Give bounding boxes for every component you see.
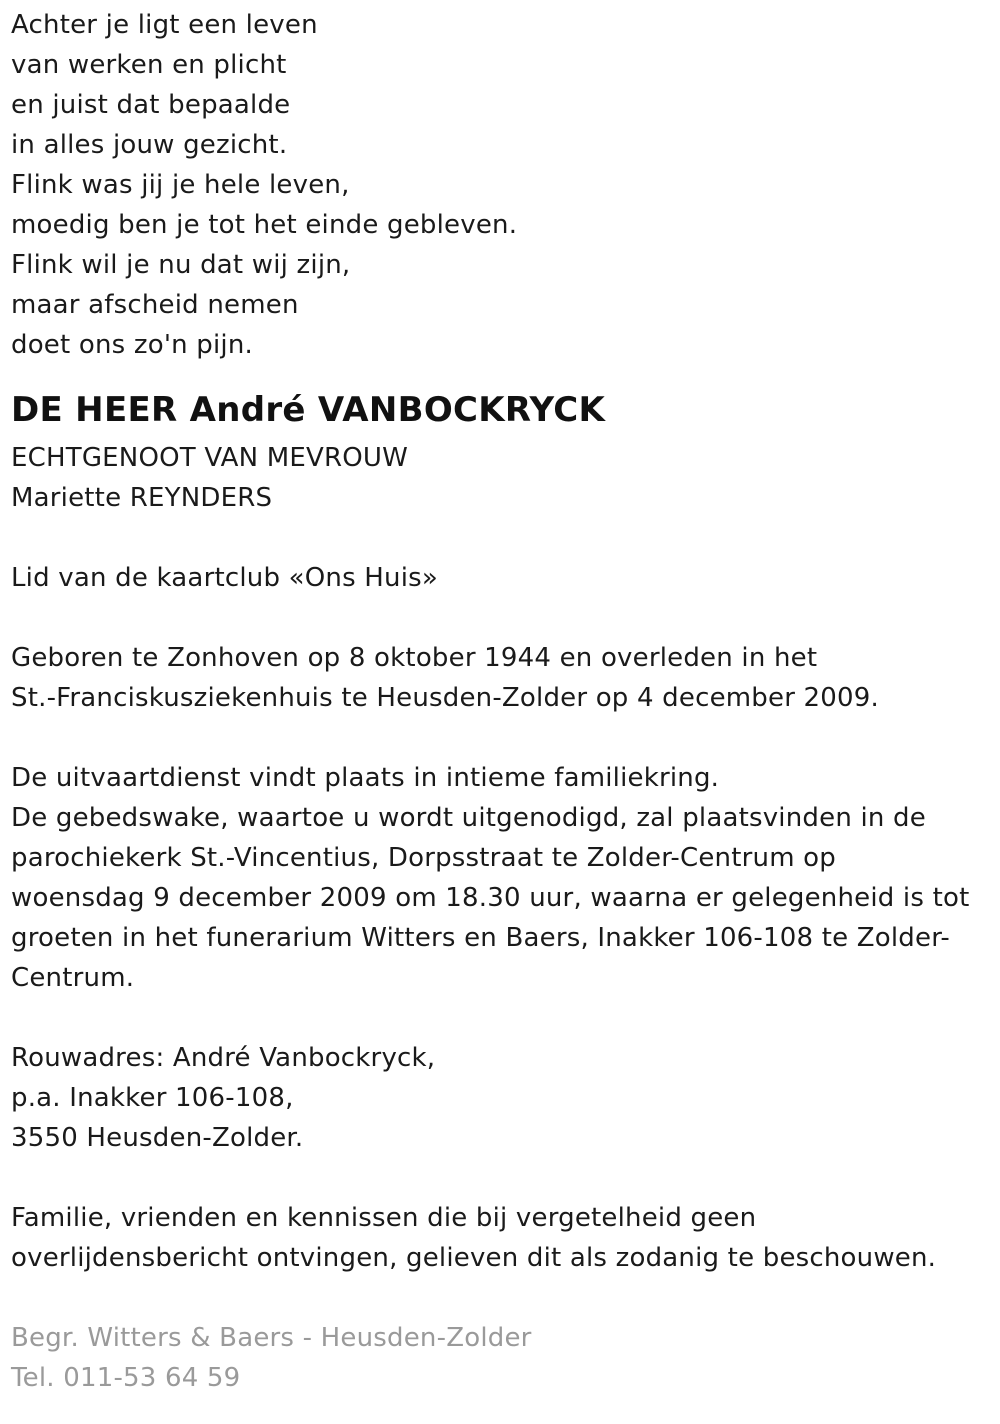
paragraph-line: Centrum. xyxy=(11,963,135,993)
paragraph-line: Familie, vrienden en kennissen die bij vergetelheid geen xyxy=(11,1203,757,1233)
paragraph-line: groeten in het funerarium Witters en Baers, Inakker 106-108 te Zolder- xyxy=(11,923,951,953)
birth-death-paragraph xyxy=(11,638,991,718)
poem-line: Flink was jij je hele leven, xyxy=(11,170,350,200)
poem xyxy=(11,5,991,365)
address-line: 3550 Heusden-Zolder. xyxy=(11,1123,304,1153)
notice-paragraph xyxy=(11,1198,991,1278)
spouse-name: Mariette REYNDERS xyxy=(11,483,273,513)
spacer xyxy=(11,518,991,558)
spacer xyxy=(11,598,991,638)
mourning-address xyxy=(11,1038,991,1158)
paragraph-line: parochiekerk St.-Vincentius, Dorpsstraat te Zolder-Centrum op xyxy=(11,843,836,873)
service-paragraph xyxy=(11,758,991,998)
address-line: Rouwadres: André Vanbockryck, xyxy=(11,1043,436,1073)
poem-line: moedig ben je tot het einde gebleven. xyxy=(11,210,518,240)
footer xyxy=(11,1318,991,1398)
obituary-document xyxy=(11,5,991,1398)
poem-line: en juist dat bepaalde xyxy=(11,90,291,120)
funeral-home: Begr. Witters & Baers - Heusden-Zolder xyxy=(11,1323,532,1353)
paragraph-line: Geboren te Zonhoven op 8 oktober 1944 en overleden in het xyxy=(11,643,818,673)
paragraph-line: De uitvaartdienst vindt plaats in intieme familiekring. xyxy=(11,763,720,793)
poem-line: doet ons zo'n pijn. xyxy=(11,330,254,360)
poem-line: Flink wil je nu dat wij zijn, xyxy=(11,250,351,280)
poem-line: maar afscheid nemen xyxy=(11,290,299,320)
spouse-title: ECHTGENOOT VAN MEVROUW xyxy=(11,443,409,473)
poem-line: van werken en plicht xyxy=(11,50,287,80)
spacer xyxy=(11,718,991,758)
paragraph-line: St.-Franciskusziekenhuis te Heusden-Zolder op 4 december 2009. xyxy=(11,683,879,713)
paragraph-line: overlijdensbericht ontvingen, gelieven dit als zodanig te beschouwen. xyxy=(11,1243,937,1273)
poem-line: Achter je ligt een leven xyxy=(11,10,318,40)
paragraph-line: De gebedswake, waartoe u wordt uitgenodigd, zal plaatsvinden in de xyxy=(11,803,926,833)
deceased-name: DE HEER André VANBOCKRYCK xyxy=(11,390,606,430)
spacer xyxy=(11,998,991,1038)
spacer xyxy=(11,1278,991,1318)
address-line: p.a. Inakker 106-108, xyxy=(11,1083,294,1113)
spacer xyxy=(11,1158,991,1198)
membership: Lid van de kaartclub «Ons Huis» xyxy=(11,563,438,593)
poem-line: in alles jouw gezicht. xyxy=(11,130,288,160)
phone-number: Tel. 011-53 64 59 xyxy=(11,1363,241,1393)
paragraph-line: woensdag 9 december 2009 om 18.30 uur, waarna er gelegenheid is tot xyxy=(11,883,970,913)
